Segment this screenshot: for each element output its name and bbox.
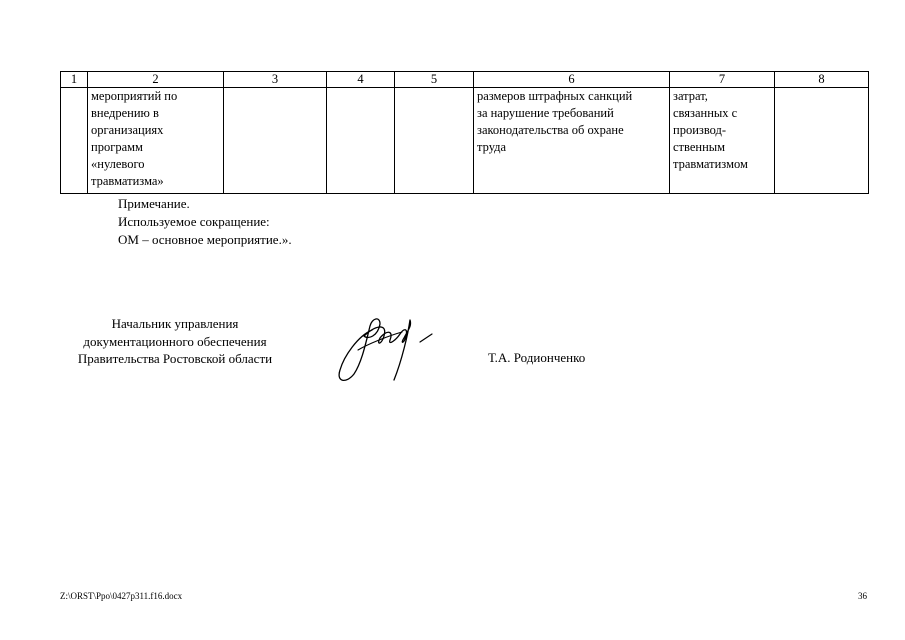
table-cell-col4 — [327, 88, 395, 194]
table-cell-col5 — [395, 88, 474, 194]
column-header: 5 — [395, 72, 474, 88]
signatory-position — [56, 315, 294, 368]
abbreviation-title: Используемое сокращение: — [118, 214, 270, 229]
cell-text-line: организациях — [91, 123, 164, 137]
position-line: Правительства Ростовской области — [77, 351, 273, 366]
note-label: Примечание. — [118, 196, 190, 211]
table-cell-col6 — [474, 88, 670, 194]
table-cell-col3 — [224, 88, 327, 194]
cell-text-line: размеров штрафных санкций — [477, 89, 633, 103]
table-row — [61, 88, 869, 194]
data-table — [60, 71, 869, 194]
column-header: 4 — [327, 72, 395, 88]
note-block — [118, 195, 292, 249]
column-header: 1 — [61, 72, 88, 88]
cell-text-line: «нулевого — [91, 157, 145, 171]
file-path: Z:\ORST\Ppo\0427p311.f16.docx — [60, 591, 183, 601]
column-header: 3 — [224, 72, 327, 88]
table-cell-col2 — [88, 88, 224, 194]
cell-text-line: за нарушение требований — [477, 106, 614, 120]
table-header-row — [61, 72, 869, 88]
table-cell-col1 — [61, 88, 88, 194]
column-header: 8 — [775, 72, 869, 88]
cell-text-line: труда — [477, 140, 507, 154]
page-number: 36 — [858, 591, 867, 601]
position-line: документационного обеспечения — [83, 333, 267, 349]
column-header: 2 — [88, 72, 224, 88]
cell-text-line: программ — [91, 140, 143, 154]
cell-text-line: мероприятий по — [91, 89, 178, 103]
cell-text-line: производ- — [673, 123, 727, 137]
cell-text-line: травматизмом — [673, 157, 748, 171]
cell-text-line: внедрению в — [91, 106, 159, 120]
cell-text-line: затрат, — [673, 89, 708, 103]
signatory-name: Т.А. Родионченко — [488, 350, 586, 365]
table-cell-col8 — [775, 88, 869, 194]
position-line: Начальник управления — [111, 316, 239, 331]
column-header: 7 — [670, 72, 775, 88]
table-cell-col7 — [670, 88, 775, 194]
column-header: 6 — [474, 72, 670, 88]
abbreviation-text: ОМ – основное мероприятие.». — [118, 232, 292, 247]
handwritten-signature — [328, 300, 446, 388]
cell-text-line: законодательства об охране — [477, 123, 624, 137]
cell-text-line: ственным — [673, 140, 726, 154]
cell-text-line: связанных с — [673, 106, 738, 120]
cell-text-line: травматизма» — [91, 174, 164, 188]
